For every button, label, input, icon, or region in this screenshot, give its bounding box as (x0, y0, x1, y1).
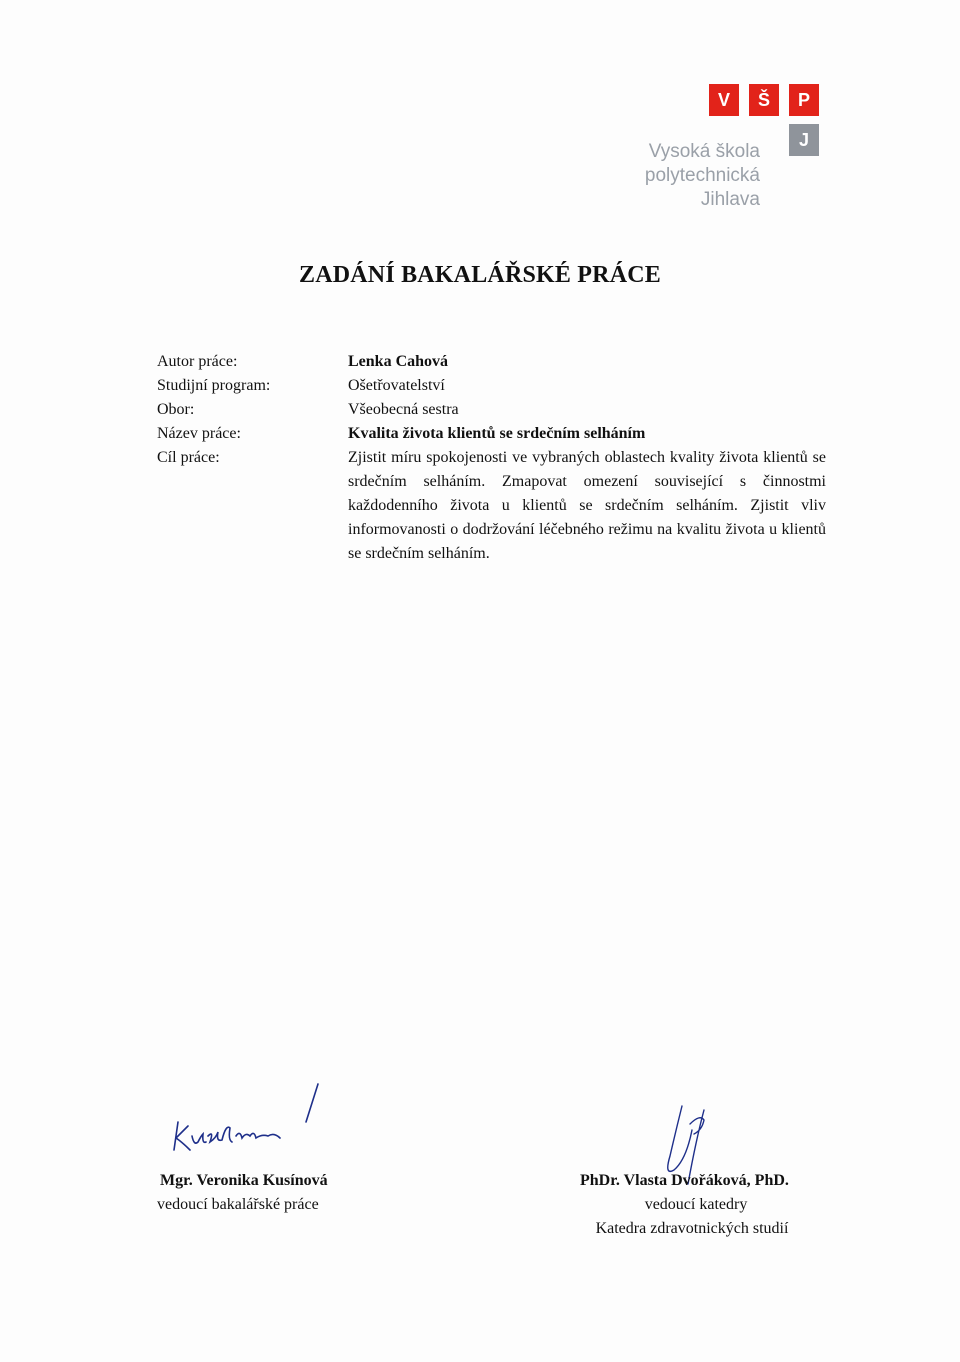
logo-letter-j: J (789, 124, 819, 156)
school-logo (640, 80, 830, 210)
aim-label: Cíl práce: (157, 449, 220, 466)
program-label: Studijní program: (157, 377, 271, 394)
logo-text-line-3: Jihlava (700, 189, 760, 210)
signature-right-role: vedoucí katedry (644, 1196, 748, 1213)
signature-right-name: PhDr. Vlasta Dvořáková, PhD. (580, 1172, 789, 1189)
signature-left-role: vedoucí bakalářské práce (157, 1196, 319, 1213)
signature-left-name: Mgr. Veronika Kusínová (160, 1172, 328, 1189)
logo-letter-p: P (789, 84, 819, 116)
field-value: Všeobecná sestra (348, 401, 459, 418)
aim-value: Zjistit míru spokojenosti ve vybraných oblastech kvality života klientů se srdečním selháním. Zmapovat omezení související s činnostmi každodenního života u klientů se srdečním selháním. Zjistit vliv informovanosti o dodržování léčebného režimu na kvalitu života u klientů se srdečním selháním. (348, 449, 826, 562)
program-value: Ošetřovatelství (348, 377, 445, 394)
logo-letter-s: Š (749, 84, 779, 116)
logo-text-line-1: Vysoká škola (648, 141, 760, 162)
thesis-title-label: Název práce: (157, 425, 241, 442)
thesis-title-value: Kvalita života klientů se srdečním selháním (348, 425, 646, 442)
logo-text-line-2: polytechnická (644, 165, 760, 186)
signature-right-department: Katedra zdravotnických studií (595, 1220, 789, 1237)
author-label: Autor práce: (157, 353, 238, 370)
logo-letter-v: V (709, 84, 739, 116)
signature-left-image (170, 1080, 330, 1160)
document-title: ZADÁNÍ BAKALÁŘSKÉ PRÁCE (299, 262, 661, 288)
field-label: Obor: (157, 401, 195, 418)
author-value: Lenka Cahová (348, 353, 449, 370)
